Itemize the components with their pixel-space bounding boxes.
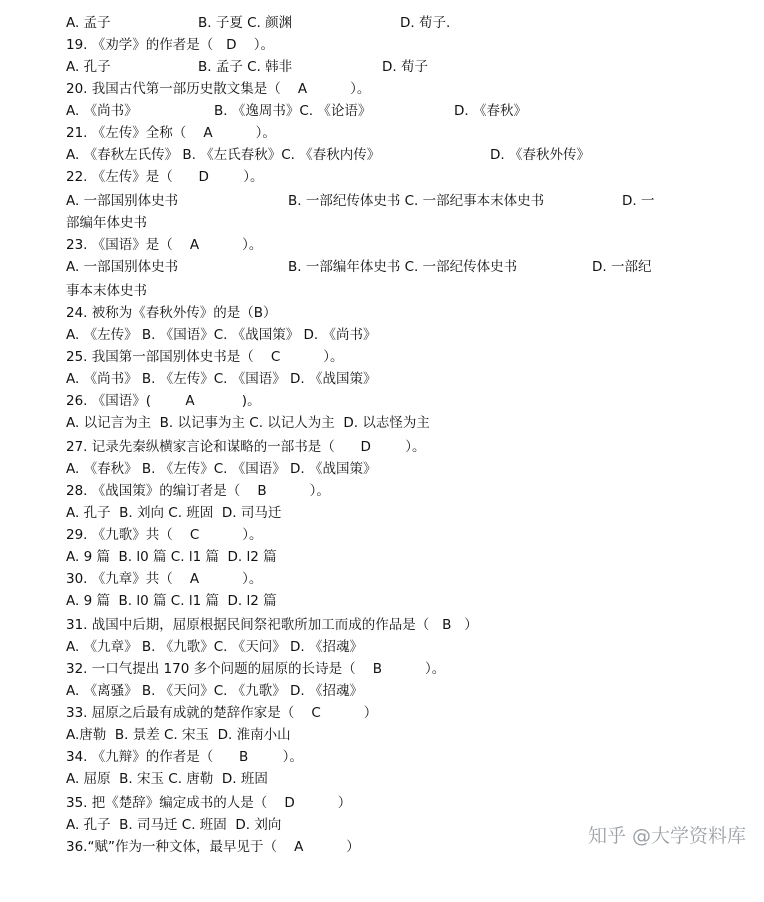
question-text: 24. 被称为《春秋外传》的是（B）	[66, 305, 277, 321]
question-text: 31. 战国中后期，屈原根据民间祭祀歌所加工而成的作品是（ B ）	[66, 617, 478, 633]
option-text: B. 孟子 C. 韩非	[198, 59, 293, 75]
option-text: A. 《左传》 B. 《国语》C. 《战国策》 D. 《尚书》	[66, 327, 377, 343]
question-text: 19. 《劝学》的作者是（ D ）。	[66, 37, 274, 53]
text-line	[66, 190, 655, 212]
option-text: D. 荀子.	[400, 15, 451, 31]
text-line	[66, 814, 282, 836]
option-text: 事本末体史书	[66, 283, 147, 299]
option-text: A.唐勒 B. 景差 C. 宋玉 D. 淮南小山	[66, 727, 291, 743]
option-text: A. 9 篇 B. l0 篇 C. l1 篇 D. l2 篇	[66, 593, 277, 609]
question-line	[66, 792, 352, 814]
text-line	[66, 368, 377, 390]
option-text: A. 9 篇 B. l0 篇 C. l1 篇 D. l2 篇	[66, 549, 277, 565]
text-line	[66, 324, 377, 346]
option-text: A. 一部国别体史书	[66, 259, 179, 275]
question-text: 27. 记录先秦纵横家言论和谋略的一部书是（ D ）。	[66, 439, 426, 455]
question-text: 33. 屈原之后最有成就的楚辞作家是（ C ）	[66, 705, 378, 721]
watermark: 知乎 @大学资料库	[587, 825, 746, 847]
question-text: 23. 《国语》是（ A ）。	[66, 237, 263, 253]
question-text: 26. 《国语》( A )。	[66, 393, 261, 409]
option-text: D. 一部纪	[592, 259, 652, 275]
question-line	[66, 346, 344, 368]
text-line	[66, 280, 147, 302]
text-line	[66, 636, 363, 658]
question-line	[66, 524, 263, 546]
text-line	[66, 546, 277, 568]
question-text: 25. 我国第一部国别体史书是（ C ）。	[66, 349, 344, 365]
option-text: A. 以记言为主 B. 以记事为主 C. 以记人为主 D. 以志怪为主	[66, 415, 430, 431]
question-text: 20. 我国古代第一部历史散文集是（ A ）。	[66, 81, 371, 97]
question-line	[66, 302, 277, 324]
option-text: A. 《九章》 B. 《九歌》C. 《天问》 D. 《招魂》	[66, 639, 363, 655]
text-line	[66, 256, 652, 278]
question-text: 28. 《战国策》的编订者是（ B ）。	[66, 483, 330, 499]
option-text: A. 《离骚》 B. 《天问》C. 《九歌》 D. 《招魂》	[66, 683, 363, 699]
question-line	[66, 166, 264, 188]
question-line	[66, 34, 274, 56]
text-line	[66, 144, 590, 166]
question-line	[66, 658, 446, 680]
text-line	[66, 768, 268, 790]
option-text: A. 孔子 B. 司马迁 C. 班固 D. 刘向	[66, 817, 282, 833]
text-line	[66, 212, 147, 234]
text-line	[66, 100, 527, 122]
question-line	[66, 390, 261, 412]
question-text: 32. 一口气提出 170 多个问题的屈原的长诗是（ B ）。	[66, 661, 446, 677]
question-line	[66, 614, 478, 636]
option-text: A. 孟子	[66, 15, 111, 31]
option-text: A. 《春秋》 B. 《左传》C. 《国语》 D. 《战国策》	[66, 461, 377, 477]
option-text: D. 荀子	[382, 59, 428, 75]
question-text: 34. 《九辩》的作者是（ B ）。	[66, 749, 303, 765]
question-line	[66, 568, 263, 590]
question-line	[66, 480, 330, 502]
option-text: A. 孔子 B. 刘向 C. 班固 D. 司马迁	[66, 505, 282, 521]
question-line	[66, 122, 276, 144]
question-line	[66, 436, 426, 458]
question-line	[66, 836, 360, 858]
question-line	[66, 78, 371, 100]
question-line	[66, 234, 263, 256]
text-line	[66, 502, 282, 524]
option-text: A. 《尚书》 B. 《左传》C. 《国语》 D. 《战国策》	[66, 371, 377, 387]
option-text: 部编年体史书	[66, 215, 147, 231]
option-text: B. 子夏 C. 颜渊	[198, 15, 293, 31]
option-text: D. 《春秋外传》	[490, 147, 590, 163]
option-text: D. 《春秋》	[454, 103, 527, 119]
option-text: B. 《逸周书》C. 《论语》	[214, 103, 372, 119]
option-text: B. 一部纪传体史书 C. 一部纪事本末体史书	[288, 193, 545, 209]
question-text: 29. 《九歌》共（ C ）。	[66, 527, 263, 543]
text-line	[66, 56, 428, 78]
text-line	[66, 458, 377, 480]
option-text: B. 一部编年体史书 C. 一部纪传体史书	[288, 259, 518, 275]
question-text: 21. 《左传》全称（ A ）。	[66, 125, 276, 141]
option-text: A. 屈原 B. 宋玉 C. 唐勒 D. 班固	[66, 771, 268, 787]
question-text: 36.“赋”作为一种文体，最早见于（ A ）	[66, 839, 360, 855]
option-text: A. 《尚书》	[66, 103, 138, 119]
question-line	[66, 746, 303, 768]
option-text: A. 孔子	[66, 59, 111, 75]
text-line	[66, 680, 363, 702]
option-text: A. 一部国别体史书	[66, 193, 179, 209]
question-text: 30. 《九章》共（ A ）。	[66, 571, 263, 587]
option-text: D. 一	[622, 193, 655, 209]
option-text: A. 《春秋左氏传》 B. 《左氏春秋》C. 《春秋内传》	[66, 147, 381, 163]
text-line	[66, 724, 291, 746]
question-text: 22. 《左传》是（ D ）。	[66, 169, 264, 185]
question-line	[66, 702, 378, 724]
text-line	[66, 412, 430, 434]
text-line	[66, 12, 451, 34]
question-text: 35. 把《楚辞》编定成书的人是（ D ）	[66, 795, 352, 811]
text-line	[66, 590, 277, 612]
